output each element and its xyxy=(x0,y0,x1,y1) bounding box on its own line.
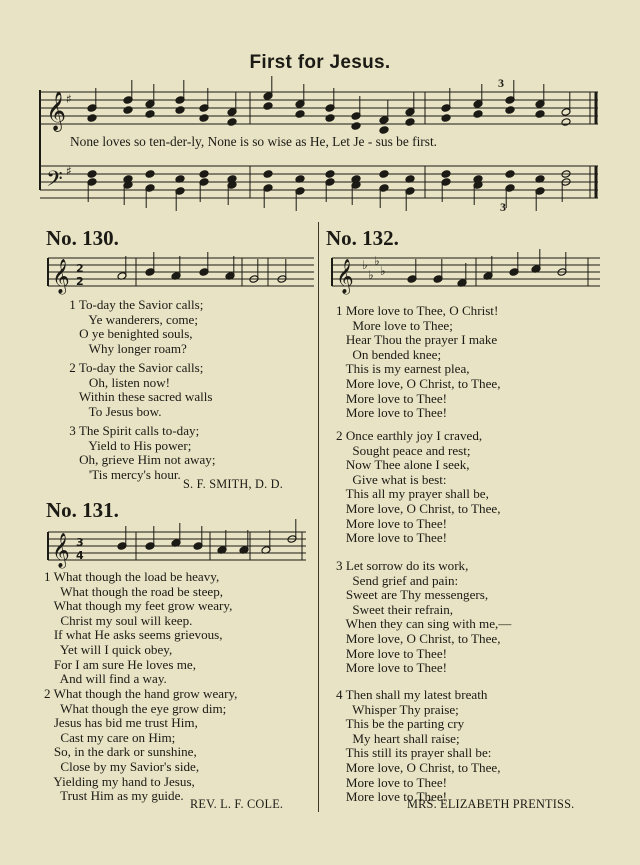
svg-text:♭: ♭ xyxy=(374,254,380,268)
hymn-132-verse-2: 2 Once earthly joy I craved, Sought peace and rest; Now Thee alone I seek, Give what is best: This all my prayer shall be, More love, O Christ, to Thee, More love to Thee! More love to Thee! xyxy=(336,428,501,546)
hymn-130-verse-3: 3 The Spirit calls to-day; Yield to His power; Oh, grieve Him not away; 'Tis mercy's hour. xyxy=(69,423,216,482)
svg-text:♯: ♯ xyxy=(66,92,72,106)
top-song-lyric: None loves so ten-der-ly, None is so wise as He, Let Je - sus be first. xyxy=(70,134,438,149)
svg-text:2: 2 xyxy=(76,262,84,275)
hymn-130-verse-1: 1 To-day the Savior calls; Ye wanderers, come; O ye benighted souls, Why longer roam? xyxy=(69,297,204,356)
song-title: First for Jesus. xyxy=(249,52,391,73)
svg-text:4: 4 xyxy=(76,549,84,562)
column-divider xyxy=(318,222,319,812)
hymn-131-verse-2: 2 What though the hand grow weary, What though the eye grow dim; Jesus has bid me trust Him, Cast my care on Him; So, in the dark or sunshine, Close by my Savior's side, Yielding my hand to Jesus, Trust Him as my guide. xyxy=(44,686,238,804)
hymn-132-verse-4: 4 Then shall my latest breath Whisper Thy praise; This be the parting cry My heart shall raise; This still its prayer shall be: More love, O Christ, to Thee, More love to Thee! More love to Thee! xyxy=(336,687,501,805)
hymn-131-staff xyxy=(46,526,316,566)
svg-text:♯: ♯ xyxy=(66,164,72,178)
svg-text:𝄢: 𝄢 xyxy=(46,167,63,197)
top-music-score xyxy=(0,0,640,220)
svg-text:♭: ♭ xyxy=(380,264,386,278)
svg-text:♭: ♭ xyxy=(362,258,368,272)
svg-text:2: 2 xyxy=(76,275,84,288)
measure-mark-top: 3 xyxy=(498,76,504,90)
hymn-130-author: S. F. SMITH, D. D. xyxy=(183,477,283,491)
hymn-131-verse-1: 1 What though the load be heavy, What though the road be steep, What though my feet grow weary, Christ my soul will keep. If what He asks seems grievous, Yet will I quick obey, For I am sure He loves me, And will find a way. xyxy=(44,569,233,687)
hymn-131-author: REV. L. F. COLE. xyxy=(190,797,284,811)
hymn-132-number: No. 132. xyxy=(326,226,399,250)
measure-mark-bottom: 3 xyxy=(500,200,506,214)
hymn-132-staff xyxy=(330,252,610,292)
hymn-131-number: No. 131. xyxy=(46,498,119,522)
svg-text:♭: ♭ xyxy=(368,268,374,282)
hymn-132-verse-3: 3 Let sorrow do its work, Send grief and pain: Sweet are Thy messengers, Sweet their refrain, When they can sing with me,— More love, O Christ, to Thee, More love to Thee! More love to Thee! xyxy=(336,558,512,676)
hymn-130-verse-2: 2 To-day the Savior calls; Oh, listen now! Within these sacred walls To Jesus bow. xyxy=(69,360,213,419)
svg-text:𝄞: 𝄞 xyxy=(46,91,67,131)
svg-text:𝄞: 𝄞 xyxy=(336,259,354,294)
hymn-132-author: MRS. ELIZABETH PRENTISS. xyxy=(407,797,575,811)
hymn-130-staff xyxy=(46,252,316,292)
svg-text:3: 3 xyxy=(76,536,84,549)
hymn-130-number: No. 130. xyxy=(46,226,119,250)
svg-text:𝄞: 𝄞 xyxy=(52,533,70,568)
svg-text:𝄞: 𝄞 xyxy=(52,259,70,294)
hymn-132-verse-1: 1 More love to Thee, O Christ! More love to Thee; Hear Thou the prayer I make On bended knee; This is my earnest plea, More love, O Christ, to Thee, More love to Thee! More love to Thee! xyxy=(336,303,501,421)
